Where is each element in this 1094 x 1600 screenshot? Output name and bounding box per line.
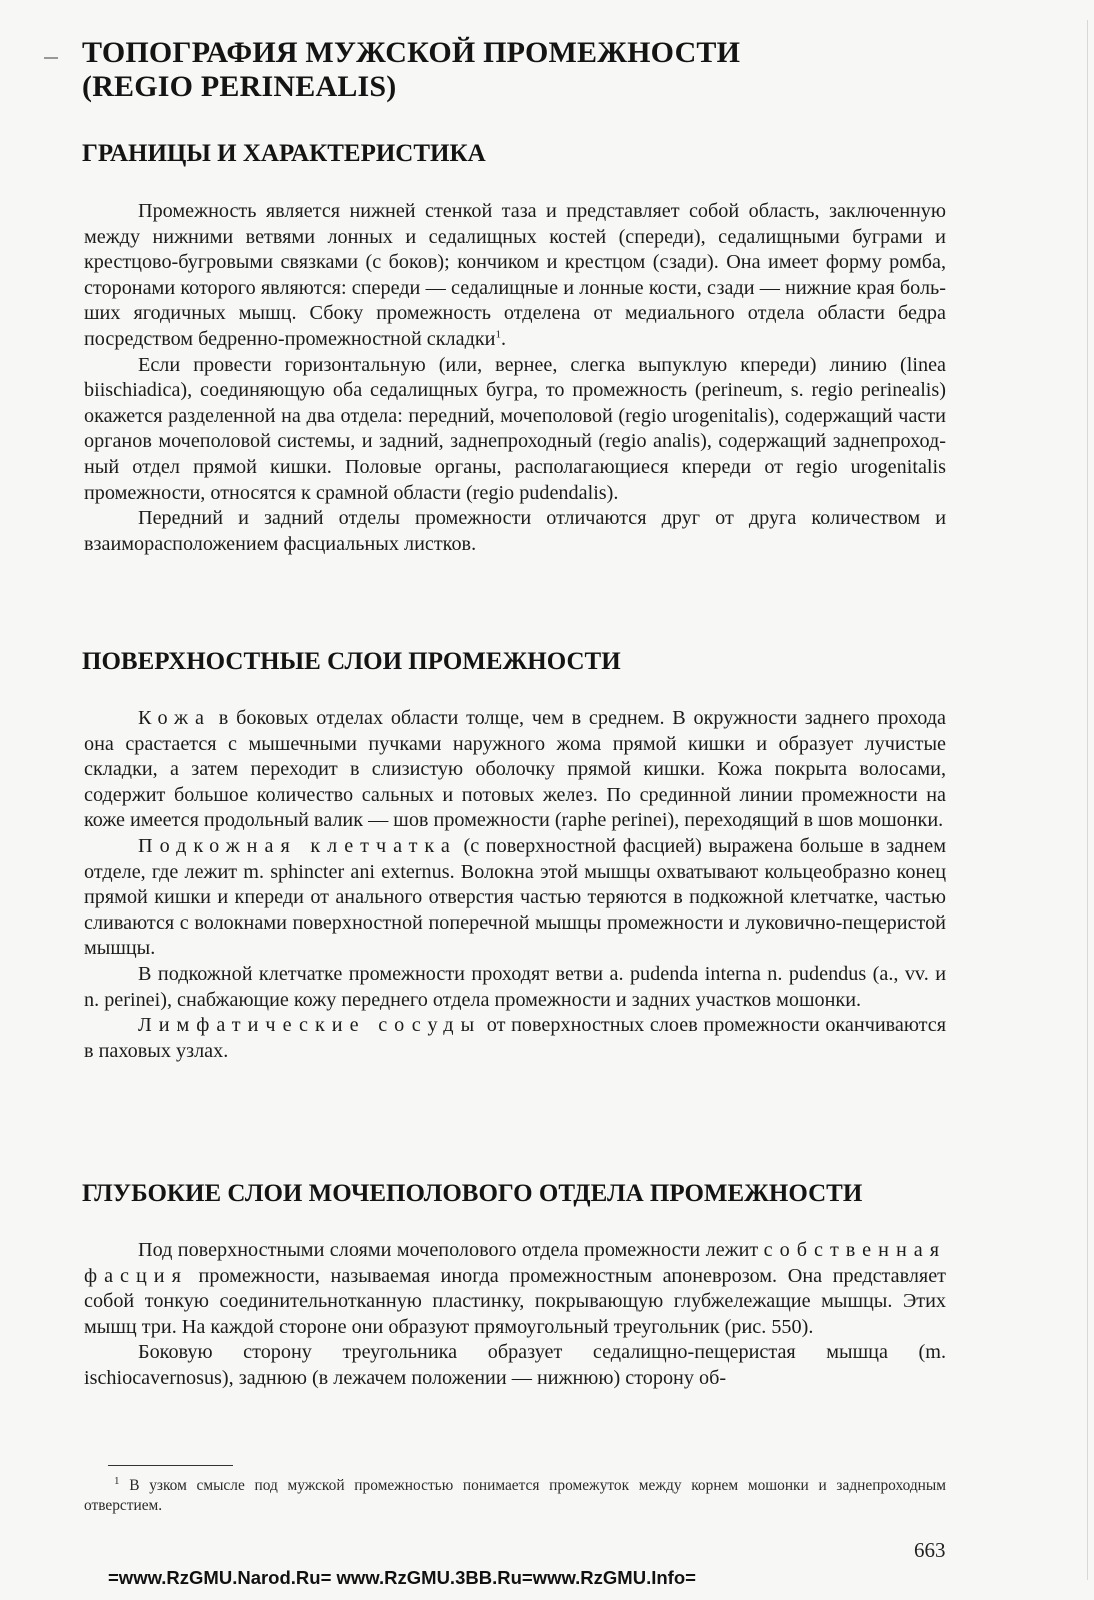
page-title: [82, 36, 982, 104]
paragraph: Передний и задний отделы промежности отличаются друг от друга количеством и взаиморасположением фасциальных листков.: [84, 507, 946, 555]
paragraph: Промежность является нижней стенкой таза и представляет собой область, заключенную между нижними ветвями лонных и седалищных костей (спереди), седалищными буграми и крестцово-бугровыми связками (с боков); кончиком и крестцом (сзади). Она имеет форму ромба, сторонами которого являются: спереди — седалищные и лонные кости, сзади — нижние края больших ягодичных мышц. Сбоку промежность отделена от медиального отдела области бедра посредством бедренно-промежностной складки$^1$.: [84, 200, 946, 350]
section-body-superficial: [84, 706, 946, 1064]
paragraph: Если провести горизонтальную (или, вернее, слегка выпуклую кпереди) линию (linea biischiadica), соединяющую оба седалищных бугра, то промежность (perineum, s. regio perinealis) окажется разделенной на два отдела: передний, мочеполовой (regio urogenitalis), содержащий части органов мочеполовой системы, и задний, заднепроходный (regio analis), содержащий заднепроходный отдел прямой кишки. Половые органы, располагающиеся кпереди от regio urogenitalis промежности, относятся к срамной области (regio pudendalis).: [84, 353, 946, 504]
section-heading-borders: ГРАНИЦЫ И ХАРАКТЕРИСТИКА: [82, 140, 486, 167]
scan-edge: [1087, 20, 1088, 1580]
section-heading-deep: ГЛУБОКИЕ СЛОИ МОЧЕПОЛОВОГО ОТДЕЛА ПРОМЕЖНОСТИ: [82, 1180, 863, 1207]
paragraph: Кожа в боковых отделах области толще, чем в среднем. В окружности заднего прохода она срастается с мышечными пучками наружного жома прямой кишки и образует лучистые складки, а затем переходит в слизистую оболочку прямой кишки. Кожа покрыта волосами, содержит большое количество сальных и потовых желез. По срединной линии промежности на коже имеется продольный валик — шов промежности (raphe perinei), переходящий в шов мошонки.: [84, 707, 946, 832]
paragraph: Подкожная клетчатка (с поверхностной фасцией) выражена больше в заднем отделе, где лежит m. sphincter ani externus. Волокна этой мышцы охватывают кольцеобразно конец прямой кишки и кпереди от анального отверстия частью теряются в подкожной клетчатке, частью сливаются с волокнами поверхностной поперечной мышцы промежности и луковично-пещеристой мышцы.: [84, 834, 946, 960]
paragraph: Лимфатические сосуды от поверхностных слоев промежности оканчиваются в паховых узлах.: [84, 1014, 946, 1062]
footnote-text: $^1$ В узком смысле под мужской промежностью понимается промежуток между корнем мошонки и заднепроходным отверстием.: [84, 1474, 946, 1514]
title-line-1: ТОПОГРАФИЯ МУЖСКОЙ ПРОМЕЖНОСТИ: [82, 36, 741, 69]
watermark-urls: =www.RzGMU.Narod.Ru= www.RzGMU.3BB.Ru=www.RzGMU.Info=: [108, 1567, 696, 1588]
footnote: [84, 1476, 946, 1516]
paragraph: Под поверхностными слоями мочеполового отдела промежности лежит собственная фасция промежности, называемая иногда промежностным апоневрозом. Она представляет собой тонкую соединительнотканную пластинку, покрывающую глубжележащие мышцы. Этих мышц три. На каждой стороне они образуют прямоугольный треугольник (рис. 550).: [84, 1239, 946, 1338]
page-number: 663: [914, 1538, 946, 1562]
paragraph: В подкожной клетчатке промежности проходят ветви a. pudenda interna n. pudendus (a., vv. и n. perinei), снабжающие кожу переднего отдела промежности и задних участков мошонки.: [84, 962, 946, 1011]
paragraph: Боковую сторону треугольника образует седалищно-пещеристая мышца (m. ischiocavernosus), заднюю (в лежачем положении — нижнюю) сторону об-: [84, 1341, 946, 1389]
section-body-deep: [84, 1238, 946, 1392]
footnote-rule: [108, 1465, 233, 1466]
title-line-2: (REGIO PERINEALIS): [82, 70, 397, 103]
section-body-borders: [84, 199, 946, 557]
margin-mark: [44, 57, 58, 59]
section-heading-superficial: ПОВЕРХНОСТНЫЕ СЛОИ ПРОМЕЖНОСТИ: [82, 648, 621, 675]
